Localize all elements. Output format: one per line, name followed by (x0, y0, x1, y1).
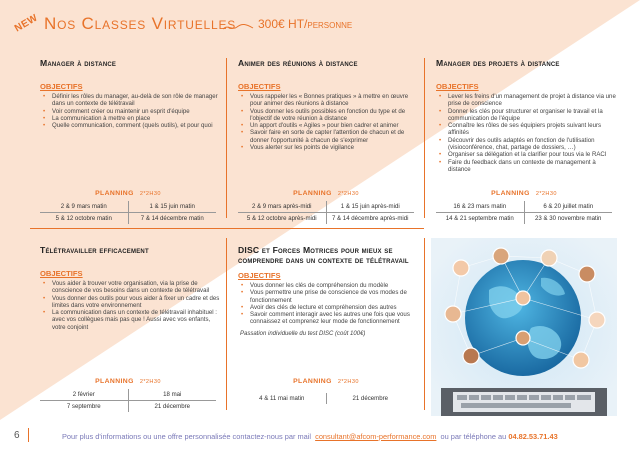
course-title: DISC et Forces Motrices pour mieux se comprendre dans un contexte de télétravail (238, 245, 409, 265)
objective-item: • Faire du feedback dans un contexte de management à distance (446, 159, 616, 174)
planning-table (238, 201, 414, 224)
objectives-list (40, 93, 220, 129)
planning-table (436, 201, 612, 224)
planning-date: 7 septembre (40, 401, 128, 413)
objective-item: • Lever les freins d'un management de projet à distance via une prise de conscience (446, 93, 616, 108)
page-header (14, 6, 474, 40)
planning-date: 7 & 14 décembre après-midi (331, 215, 409, 222)
planning-date: 7 & 14 décembre matin (140, 215, 204, 222)
objectives-heading: OBJECTIFS (40, 82, 83, 91)
planning-disc (238, 378, 414, 404)
planning-animer-reunions (238, 190, 414, 224)
planning-date: 23 & 30 novembre matin (535, 215, 602, 222)
planning-date: 14 & 21 septembre matin (436, 213, 524, 225)
planning-date: 2 & 9 mars après-midi (238, 201, 326, 213)
swirl-decoration-icon (222, 22, 254, 32)
objectives-list (436, 93, 616, 173)
objective-item: • Organiser sa délégation et la clarifier pour tous via le RACI (446, 151, 616, 158)
row-divider (30, 228, 424, 229)
planning-heading: PLANNING 2*2H30 (293, 190, 359, 197)
planning-date: 6 & 20 juillet matin (524, 201, 612, 213)
course-card-animer-reunions (238, 58, 418, 151)
planning-date: 5 & 12 octobre matin (40, 213, 128, 225)
page-number: 6 (14, 430, 20, 441)
course-card-disc (238, 245, 423, 337)
objectives-heading: OBJECTIFS (238, 271, 281, 280)
footer-contact (62, 432, 558, 441)
contact-phone[interactable]: 04.82.53.71.43 (508, 432, 558, 441)
planning-projets-distance (436, 190, 612, 224)
planning-date: 2 février (40, 389, 128, 401)
objective-item: • Vous aider à trouver votre organisation, via la prise de conscience de vos besoins dans un contexte de télétravail (50, 280, 220, 295)
planning-heading: PLANNING 2*2H30 (293, 378, 359, 385)
page-title: Nos Classes Virtuelles (44, 14, 237, 33)
planning-date: 1 & 15 juin après-midi (326, 201, 414, 213)
objective-item: • Connaître les rôles de ses équipiers projets suivant leurs affinités (446, 122, 616, 137)
planning-heading: PLANNING 2*2H30 (95, 378, 161, 385)
course-title: Manager des projets à distance (436, 58, 560, 68)
objective-item: • Vous donner les clés de compréhension du modèle (248, 282, 423, 289)
objective-item: • Vous rappeler les « Bonnes pratiques » à mettre en œuvre pour animer des réunions à distance (248, 93, 418, 108)
objective-item: • Définir les rôles du manager, au-delà de son rôle de manager dans un contexte de télétravail (50, 93, 220, 108)
planning-manager-distance (40, 190, 216, 224)
objective-item: • Avoir des clés de lecture et compréhension des autres (248, 304, 423, 311)
objectives-heading: OBJECTIFS (40, 269, 83, 278)
price-label: 300€ HT/personne (258, 17, 353, 31)
planning-heading: PLANNING 2*2H30 (95, 190, 161, 197)
planning-date: 16 & 23 mars matin (436, 201, 524, 213)
planning-date: 2 & 9 mars matin (40, 201, 128, 213)
objective-item: • Quelle communication, comment (quels outils), et pour quoi (50, 122, 220, 129)
course-title: Télétravailler efficacement (40, 245, 149, 255)
objective-item: • La communication dans un contexte de télétravail inhabituel : avec vos collègues mais pas que ! Aussi avec vos enfants, votre conjoint (50, 309, 220, 331)
objective-item: • La communication à mettre en place (50, 115, 220, 122)
objectives-heading: OBJECTIFS (436, 82, 479, 91)
planning-date: 21 décembre (352, 395, 389, 402)
course-title: Animer des réunions à distance (238, 58, 358, 68)
planning-table (238, 393, 414, 404)
objective-item: • Vous alerter sur les points de vigilance (248, 144, 418, 151)
footer-text: Pour plus d'informations ou une offre personnalisée contactez-nous par mail (62, 432, 312, 441)
objective-item: • Vous permettre une prise de conscience de vos modes de fonctionnement (248, 289, 423, 304)
course-title: Manager à distance (40, 58, 117, 68)
objective-item: • Voir comment créer ou maintenir un esprit d'équipe (50, 108, 220, 115)
objective-item: • Vous donner les outils possibles en fonction du type et de l'objectif de votre réunion à distance (248, 108, 418, 123)
objectives-list (238, 93, 418, 151)
planning-date: 18 mai (128, 389, 216, 401)
footer-divider (28, 428, 29, 442)
footer-phone-text: ou par téléphone au (440, 432, 507, 441)
page-footer (0, 426, 640, 450)
column-divider (226, 58, 227, 218)
objective-item: • Découvrir des outils adaptés en fonction de l'utilisation (visioconférence, chat, partage de dossiers, …) (446, 137, 616, 152)
objective-item: • Savoir comment interagir avec les autres une fois que vous connaissez et comprenez leur mode de fonctionnement (248, 311, 423, 326)
planning-date: 21 décembre (154, 403, 191, 410)
objective-item: • Vous donner des outils pour vous aider à fixer un cadre et des limites dans votre environnement (50, 295, 220, 310)
objective-item: • Un apport d'outils « Agiles » pour bien cadrer et animer (248, 122, 418, 129)
planning-heading: PLANNING 2*2H30 (491, 190, 557, 197)
planning-date: 4 & 11 mai matin (238, 393, 326, 404)
course-card-teletravailler (40, 245, 220, 331)
planning-table (40, 389, 216, 412)
objectives-heading: OBJECTIFS (238, 82, 281, 91)
objective-item: • Donner les clés pour structurer et organiser le travail et la communication de l'équipe (446, 108, 616, 123)
course-card-projets-distance (436, 58, 616, 173)
planning-table (40, 201, 216, 224)
planning-date: 5 & 12 octobre après-midi (238, 213, 326, 225)
course-card-manager-distance (40, 58, 220, 129)
objective-item: • Savoir faire en sorte de capter l'attention de chacun et de donner l'opportunité à chacun de s'exprimer (248, 129, 418, 144)
planning-date: 1 & 15 juin matin (128, 201, 216, 213)
objectives-list (40, 280, 220, 331)
planning-teletravailler (40, 378, 216, 412)
new-badge: NEW (12, 12, 40, 35)
disc-note: Passation individuelle du test DISC (coût 100€) (240, 330, 366, 337)
contact-email-link[interactable]: consultant@afcom-performance.com (315, 432, 437, 441)
network-globe-illustration (431, 238, 617, 416)
objectives-list (238, 282, 423, 326)
column-divider (424, 58, 425, 218)
column-divider (424, 238, 425, 410)
column-divider (226, 238, 227, 410)
